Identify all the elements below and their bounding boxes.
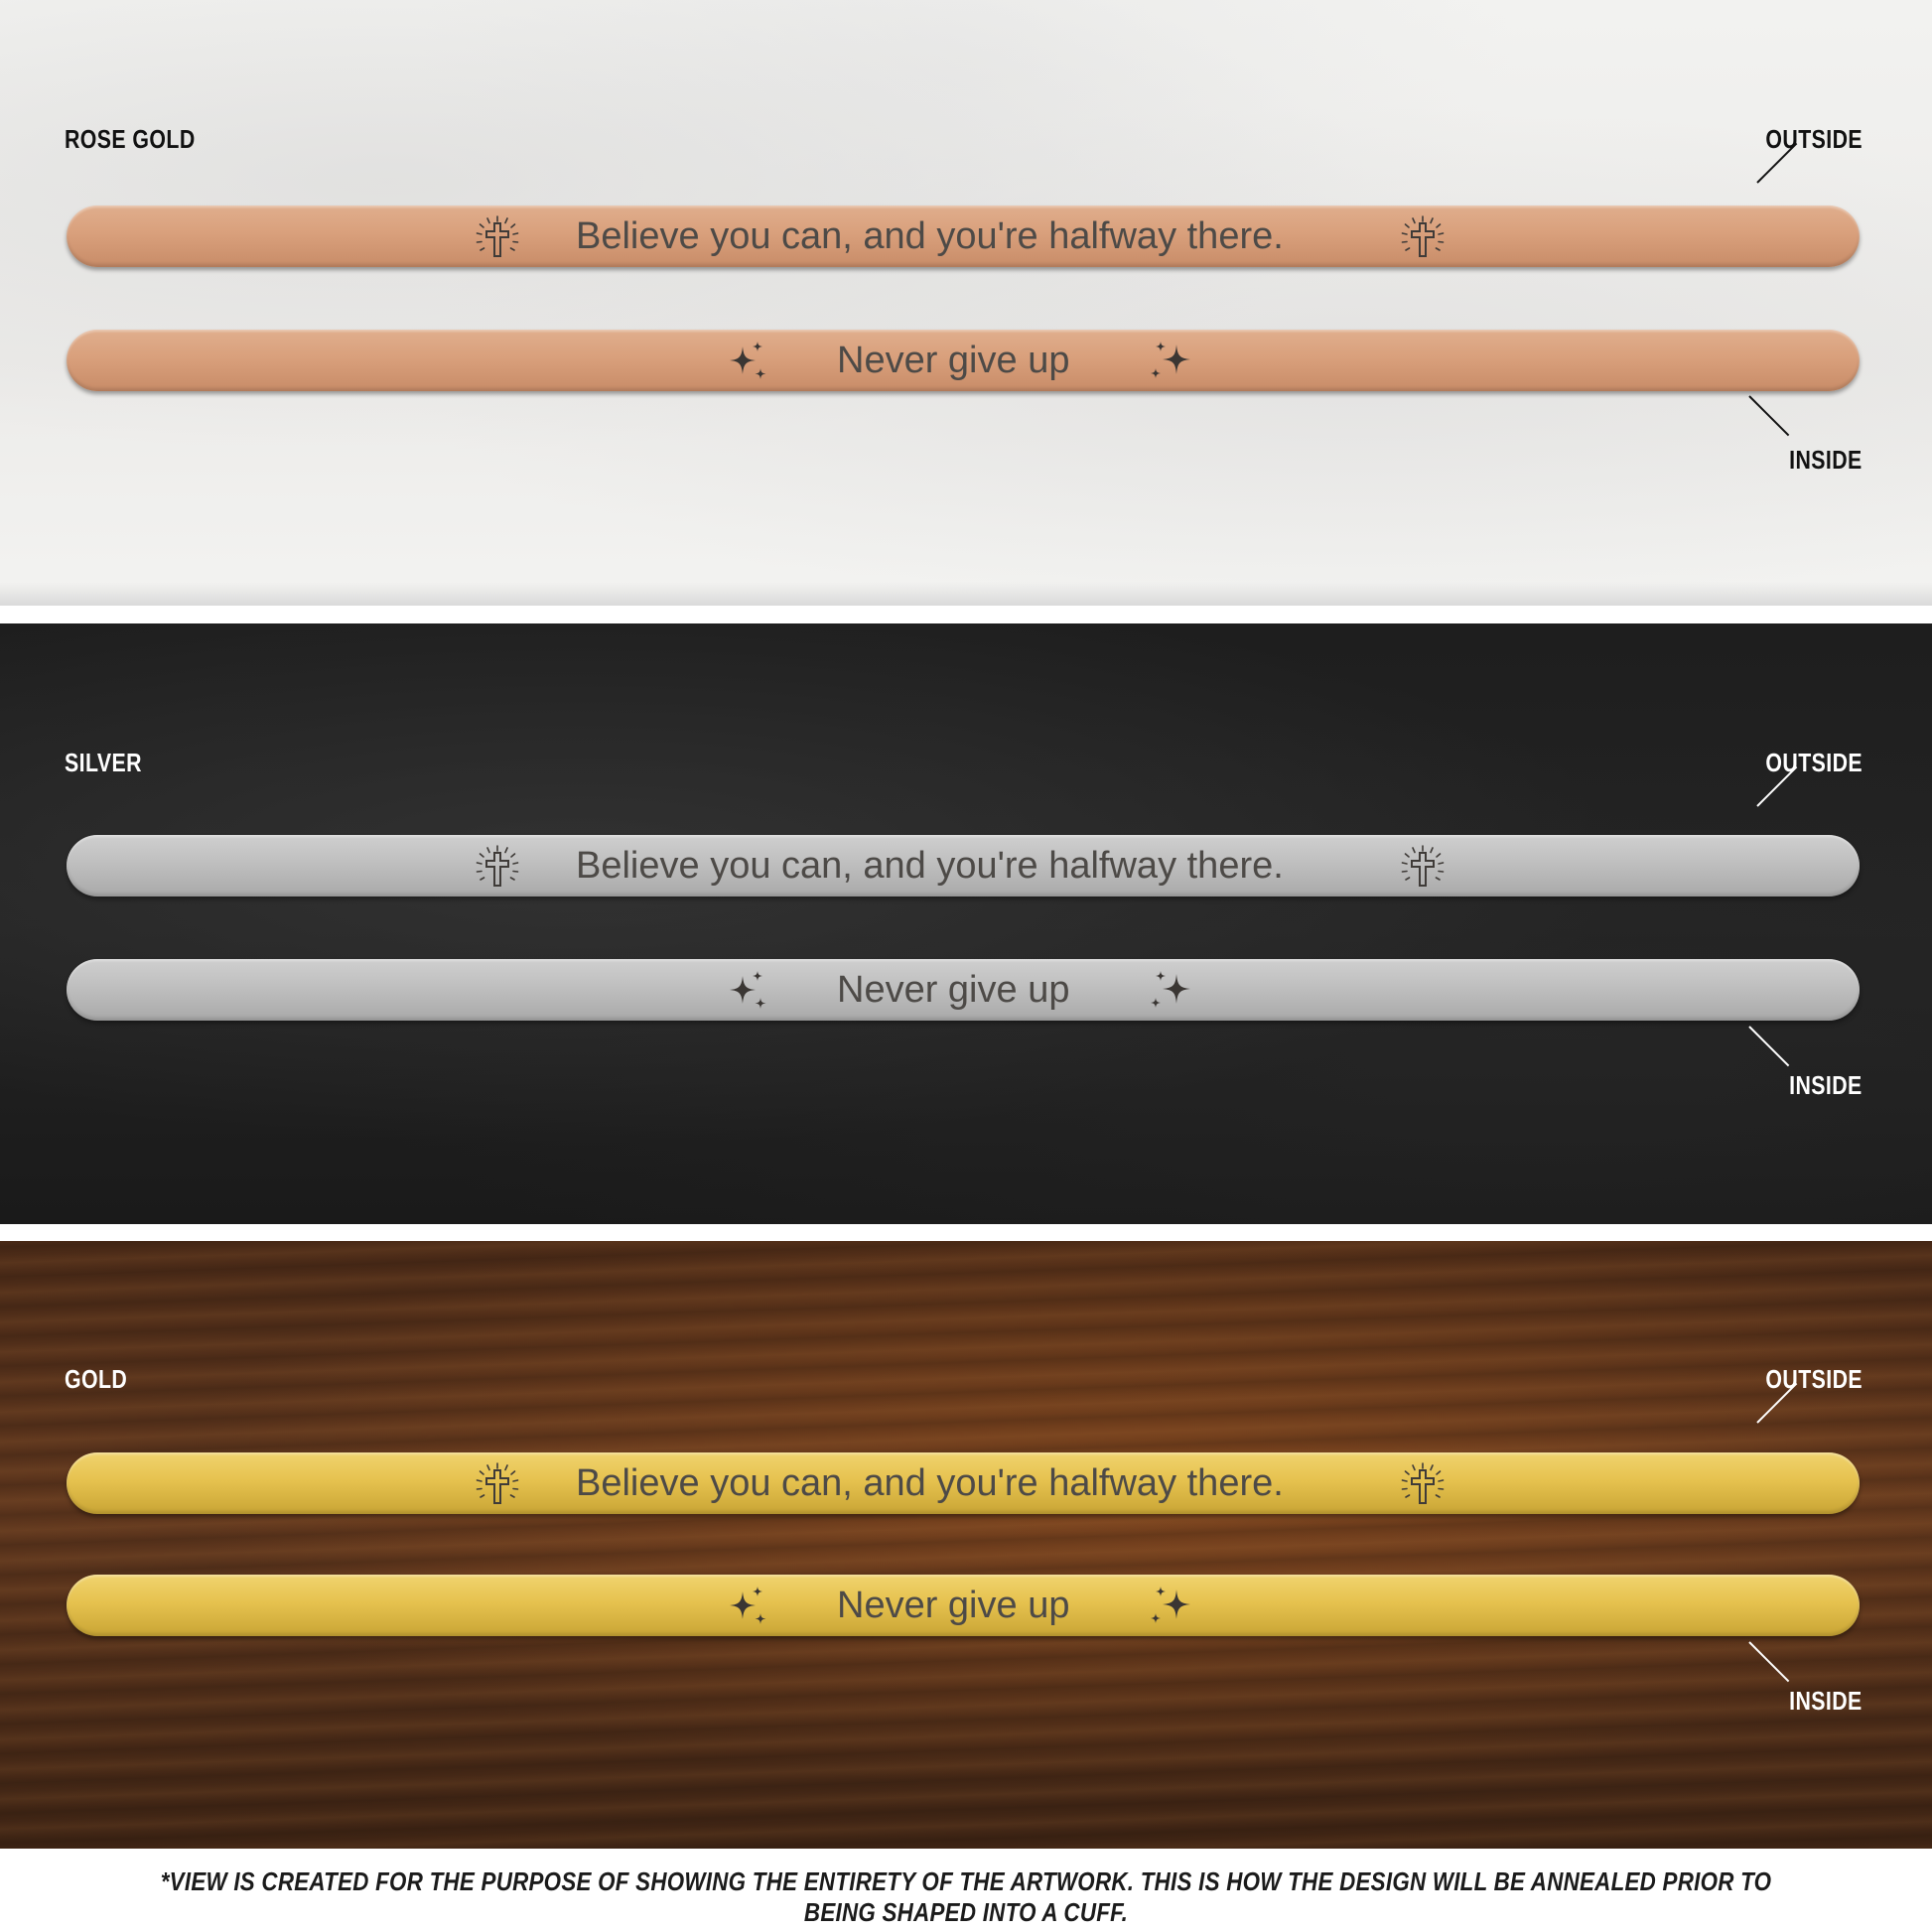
sparkle-icon bbox=[1149, 1584, 1194, 1629]
inside-band bbox=[67, 330, 1860, 391]
inside-label: INSIDE bbox=[1789, 1686, 1863, 1716]
sparkle-icon bbox=[725, 968, 770, 1014]
footer-disclaimer: *VIEW IS CREATED FOR THE PURPOSE OF SHOWING THE ENTIRETY OF THE ARTWORK. THIS IS HOW THE DESIGN WILL BE ANNEALED PRIOR TO BEING SHAPED INTO A CUFF. bbox=[160, 1866, 1772, 1927]
cross-sunburst-icon bbox=[475, 844, 520, 890]
cross-sunburst-icon bbox=[475, 214, 520, 260]
rose-gold-panel bbox=[0, 0, 1932, 606]
metal-label: ROSE GOLD bbox=[65, 124, 196, 154]
inside-engraving-text: Never give up bbox=[837, 1585, 1070, 1626]
silver-panel bbox=[0, 623, 1932, 1224]
outside-label: OUTSIDE bbox=[1765, 1364, 1863, 1394]
cross-sunburst-icon bbox=[1400, 844, 1446, 890]
outside-engraving-text: Believe you can, and you're halfway there. bbox=[576, 1462, 1284, 1504]
inside-leader-line bbox=[1748, 395, 1789, 436]
outside-engraving-text: Believe you can, and you're halfway there. bbox=[576, 215, 1284, 257]
inside-label: INSIDE bbox=[1789, 1070, 1863, 1100]
inside-engraving-text: Never give up bbox=[837, 340, 1070, 381]
inside-engraving-text: Never give up bbox=[837, 969, 1070, 1011]
cross-sunburst-icon bbox=[1400, 1461, 1446, 1507]
inside-band bbox=[67, 1575, 1860, 1636]
sparkle-icon bbox=[1149, 968, 1194, 1014]
inside-leader-line bbox=[1748, 1026, 1789, 1066]
cross-sunburst-icon bbox=[1400, 214, 1446, 260]
outside-engraving-text: Believe you can, and you're halfway there. bbox=[576, 845, 1284, 887]
inside-label: INSIDE bbox=[1789, 445, 1863, 475]
metal-label: SILVER bbox=[65, 748, 142, 777]
outside-band bbox=[67, 206, 1860, 267]
gold-panel bbox=[0, 1241, 1932, 1849]
inside-band bbox=[67, 959, 1860, 1021]
sparkle-icon bbox=[1149, 339, 1194, 384]
outside-label: OUTSIDE bbox=[1765, 124, 1863, 154]
cross-sunburst-icon bbox=[475, 1461, 520, 1507]
outside-band bbox=[67, 1452, 1860, 1514]
metal-label: GOLD bbox=[65, 1364, 128, 1394]
sparkle-icon bbox=[725, 1584, 770, 1629]
sparkle-icon bbox=[725, 339, 770, 384]
outside-label: OUTSIDE bbox=[1765, 748, 1863, 777]
inside-leader-line bbox=[1748, 1641, 1789, 1682]
outside-band bbox=[67, 835, 1860, 897]
